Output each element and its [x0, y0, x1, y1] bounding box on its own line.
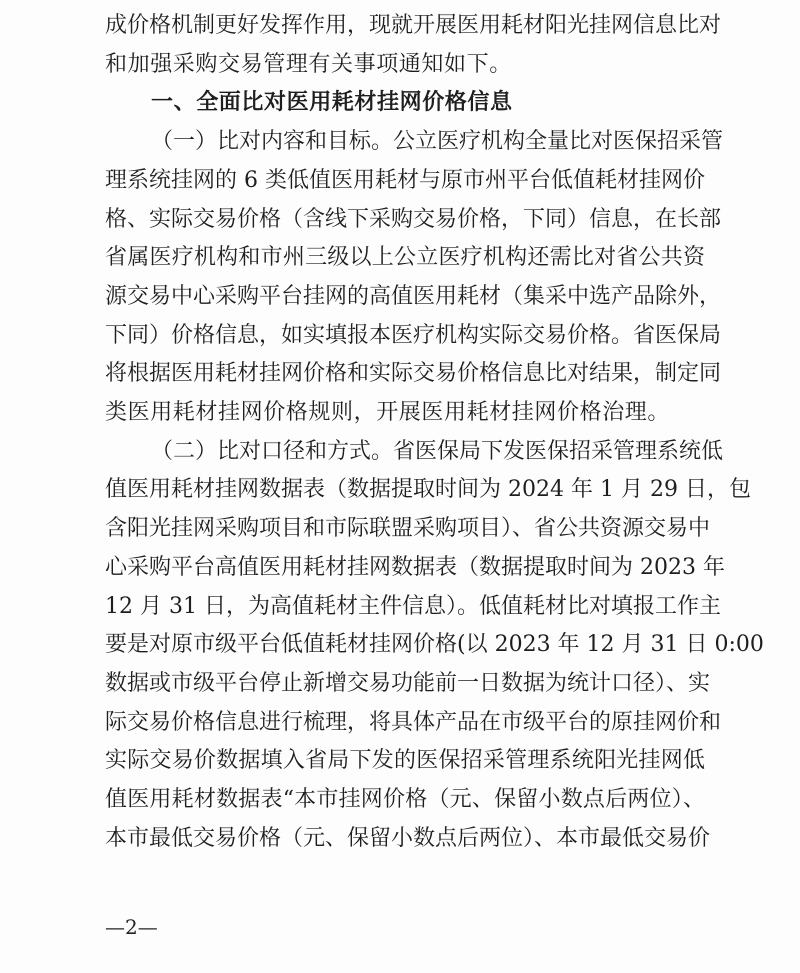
- body-text-line: 本市最低交易价格（元、保留小数点后两位）、本市最低交易价: [105, 826, 711, 851]
- body-text-line: 含阳光挂网采购项目和市际联盟采购项目）、省公共资源交易中: [105, 516, 711, 541]
- body-text-line: 下同）价格信息，如实填报本医疗机构实际交易价格。省医保局: [105, 323, 722, 348]
- body-text-line: 数据或市级平台停止新增交易功能前一日数据为统计口径）、实: [105, 671, 711, 696]
- body-text-line: 值医用耗材数据表“本市挂网价格（元、保留小数点后两位）、: [105, 787, 705, 812]
- body-text-line: 际交易价格信息进行梳理，将具体产品在市级平台的原挂网价和: [105, 710, 722, 735]
- body-text-line: 源交易中心采购平台挂网的高值医用耗材（集采中选产品除外，: [105, 284, 722, 309]
- subsection-heading-line: （二）比对口径和方式。省医保局下发医保招采管理系统低: [151, 439, 724, 464]
- section-heading: 一、全面比对医用耗材挂网价格信息: [151, 90, 513, 115]
- body-text-line: 和加强采购交易管理有关事项通知如下。: [105, 52, 512, 77]
- body-text-line: 省属医疗机构和市州三级以上公立医疗机构还需比对省公共资: [105, 245, 705, 270]
- subsection-heading-line: （一）比对内容和目标。公立医疗机构全量比对医保招采管: [151, 129, 724, 154]
- body-text-line: 将根据医用耗材挂网价格和实际交易价格信息比对结果，制定同: [105, 361, 722, 386]
- body-text-line: 12 月 31 日，为高值耗材主件信息）。低值耗材比对填报工作主: [105, 594, 721, 619]
- body-text-line: 心采购平台高值医用耗材挂网数据表（数据提取时间为 2023 年: [105, 555, 725, 580]
- body-text-line: 实际交易价数据填入省局下发的医保招采管理系统阳光挂网低: [105, 748, 705, 773]
- body-text-line: 值医用耗材挂网数据表（数据提取时间为 2024 年 1 月 29 日，包: [105, 477, 751, 502]
- body-text-line: 格、实际交易价格（含线下采购交易价格，下同）信息，在长部: [105, 207, 722, 232]
- body-text-line: 类医用耗材挂网价格规则，开展医用耗材挂网价格治理。: [105, 400, 671, 425]
- page-number: —2—: [105, 915, 158, 939]
- body-text-line: 成价格机制更好发挥作用，现就开展医用耗材阳光挂网信息比对: [105, 13, 722, 38]
- body-text-line: 要是对原市级平台低值耗材挂网价格(以 2023 年 12 月 31 日 0:00: [105, 632, 764, 657]
- body-text-line: 理系统挂网的 6 类低值医用耗材与原市州平台低值耗材挂网价: [105, 168, 705, 193]
